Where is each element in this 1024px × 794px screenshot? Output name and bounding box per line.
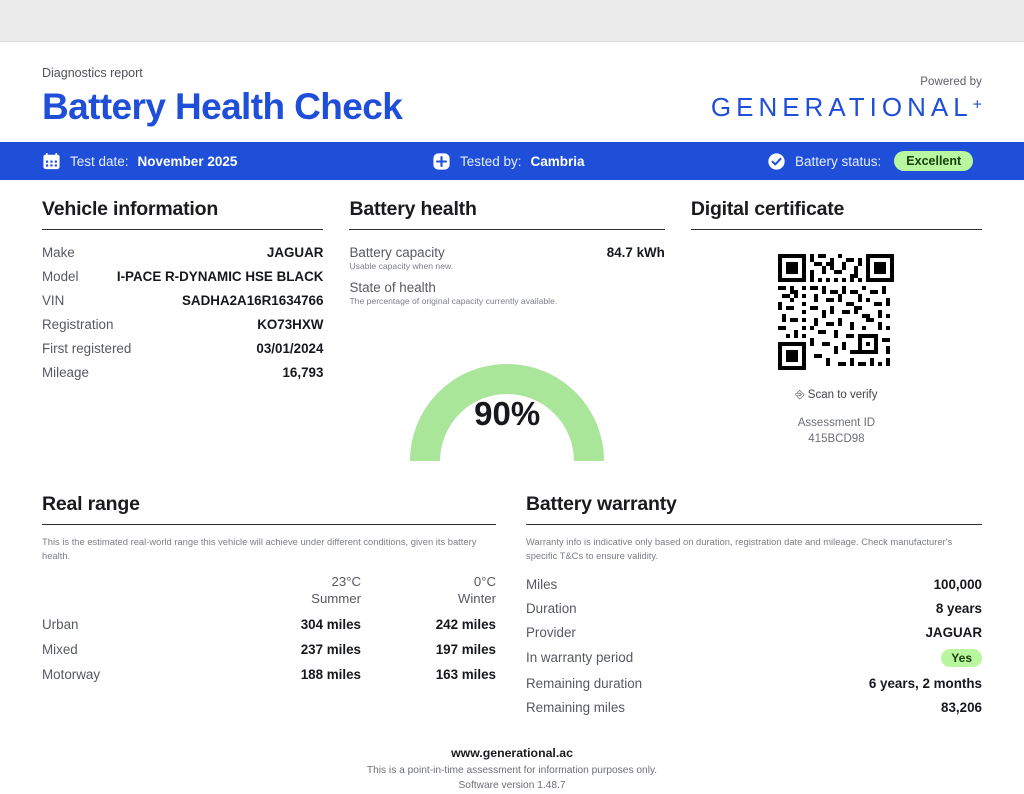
- row-value-winter: 163 miles: [435, 667, 496, 683]
- brand-block: [711, 66, 982, 123]
- battery-capacity-value: 84.7 kWh: [606, 244, 665, 260]
- row-label: Duration: [526, 601, 577, 617]
- battery-health-heading: Battery health: [349, 198, 664, 230]
- table-row: [42, 312, 323, 336]
- check-circle-icon: [767, 152, 786, 171]
- row-label: VIN: [42, 292, 65, 308]
- row-label: Urban: [42, 617, 79, 633]
- column-header-winter: [361, 573, 496, 609]
- row-value-summer: 304 miles: [300, 617, 361, 633]
- row-value-summer: 237 miles: [300, 642, 361, 658]
- digital-certificate-section: [691, 198, 982, 471]
- state-of-health-gauge: [392, 321, 622, 471]
- table-row: [42, 336, 323, 360]
- brand-logo: [711, 92, 982, 123]
- page-title: Battery Health Check: [42, 86, 403, 127]
- battery-capacity-label: Battery capacity: [349, 244, 445, 260]
- battery-status-item: [767, 151, 973, 171]
- report-body: [0, 180, 1024, 794]
- row-label: Model: [42, 268, 79, 284]
- brand-wordmark: GENERATIONAL: [710, 92, 973, 122]
- table-row: [526, 645, 982, 672]
- tested-by-item: [432, 152, 767, 171]
- browser-chrome-bar: [0, 0, 1024, 42]
- state-of-health-gauge-wrap: [349, 321, 664, 471]
- row-label: First registered: [42, 340, 132, 356]
- vehicle-information-heading: Vehicle information: [42, 198, 323, 230]
- table-row: [42, 612, 496, 637]
- battery-warranty-heading: Battery warranty: [526, 493, 982, 525]
- tested-by-value: Cambria: [530, 153, 585, 169]
- row-label: Mileage: [42, 364, 89, 380]
- status-badge: Excellent: [894, 151, 973, 171]
- table-row: [42, 240, 323, 264]
- table-row: [42, 637, 496, 662]
- digital-certificate-heading: Digital certificate: [691, 198, 982, 230]
- table-row: [526, 573, 982, 597]
- row-label: Mixed: [42, 642, 78, 658]
- row-label: Make: [42, 244, 75, 260]
- row-value: 16,793: [282, 364, 324, 380]
- in-warranty-badge: Yes: [941, 649, 982, 667]
- row-label: Miles: [526, 577, 558, 593]
- brand-plus-icon: +: [972, 96, 982, 114]
- row-value: JAGUAR: [925, 625, 982, 641]
- row-value: SADHA2A16R1634766: [182, 292, 324, 308]
- table-row: [42, 288, 323, 312]
- state-of-health-note: The percentage of original capacity currently available.: [349, 296, 558, 307]
- row-value: 6 years, 2 months: [868, 676, 982, 692]
- row-value: 100,000: [933, 577, 982, 593]
- assessment-id-label: Assessment ID: [797, 417, 876, 429]
- real-range-heading: Real range: [42, 493, 496, 525]
- lower-row: [42, 493, 982, 719]
- battery-health-section: [349, 198, 664, 471]
- row-value-winter: 242 miles: [435, 617, 496, 633]
- report-page: [0, 42, 1024, 794]
- footer-software-version: Software version 1.48.7: [458, 780, 566, 792]
- battery-capacity-note: Usable capacity when new.: [349, 261, 454, 271]
- table-row: [42, 662, 496, 687]
- qr-block: [691, 240, 982, 447]
- row-value-summer: 188 miles: [300, 667, 361, 683]
- column-header-winter-season: Winter: [457, 591, 496, 607]
- column-header-summer: [226, 573, 361, 609]
- row-value: I-PACE R-DYNAMIC HSE BLACK: [116, 268, 324, 284]
- row-value: JAGUAR: [266, 244, 324, 260]
- test-date-item: [42, 152, 432, 171]
- row-label: In warranty period: [526, 650, 634, 666]
- test-date-value: November 2025: [137, 153, 238, 169]
- report-header: [0, 42, 1024, 142]
- column-header-summer-season: Summer: [311, 591, 361, 607]
- row-label: Motorway: [42, 667, 101, 683]
- assessment-block: [691, 416, 982, 447]
- tested-by-label: Tested by:: [460, 153, 522, 169]
- row-value-winter: 197 miles: [435, 642, 496, 658]
- table-row: [526, 621, 982, 645]
- row-value: 8 years: [935, 601, 982, 617]
- battery-warranty-section: [526, 493, 982, 719]
- plus-badge-icon: [432, 152, 451, 171]
- vehicle-information-section: [42, 198, 323, 471]
- table-row: [526, 696, 982, 720]
- battery-warranty-note: Warranty info is indicative only based on duration, registration date and mileage. Check manufacturer's specific T&Cs to ensure validity.: [526, 536, 953, 561]
- battery-status-label: Battery status:: [795, 153, 882, 169]
- row-label: Registration: [42, 316, 114, 332]
- brand-kicker: Powered by: [920, 76, 982, 88]
- real-range-column-headers: [42, 573, 496, 609]
- row-label: Remaining miles: [526, 700, 625, 716]
- state-of-health-label: State of health: [349, 279, 436, 295]
- row-label: Provider: [526, 625, 576, 641]
- report-kicker: Diagnostics report: [42, 66, 143, 80]
- qr-code-image[interactable]: [778, 254, 894, 370]
- column-header-winter-temp: 0°C: [473, 573, 496, 589]
- report-footer: [42, 744, 982, 794]
- footer-disclaimer: This is a point-in-time assessment for information purposes only.: [366, 764, 658, 776]
- footer-website[interactable]: www.generational.ac: [451, 745, 573, 760]
- summary-strip: [0, 142, 1024, 180]
- gauge-value-label: 90%: [474, 395, 541, 433]
- table-row: [526, 672, 982, 696]
- scan-to-verify-label: Scan to verify: [807, 389, 878, 401]
- table-row: [42, 360, 323, 384]
- row-value: 03/01/2024: [256, 340, 324, 356]
- real-range-note: This is the estimated real-world range this vehicle will achieve under different conditions, given its battery health.: [42, 536, 477, 561]
- row-value: 83,206: [941, 700, 982, 716]
- real-range-section: [42, 493, 496, 719]
- calendar-icon: [42, 152, 61, 171]
- upper-row: [42, 198, 982, 471]
- table-row: [526, 597, 982, 621]
- qr-scan-icon: ⎆: [795, 389, 805, 401]
- assessment-id-value: 415BCD98: [808, 432, 865, 445]
- table-row: [42, 264, 323, 288]
- column-header-summer-temp: 23°C: [331, 573, 361, 589]
- scan-to-verify: [691, 389, 982, 402]
- row-value: KO73HXW: [257, 316, 324, 332]
- test-date-label: Test date:: [70, 153, 129, 169]
- row-label: Remaining duration: [526, 676, 643, 692]
- title-block: [42, 66, 402, 128]
